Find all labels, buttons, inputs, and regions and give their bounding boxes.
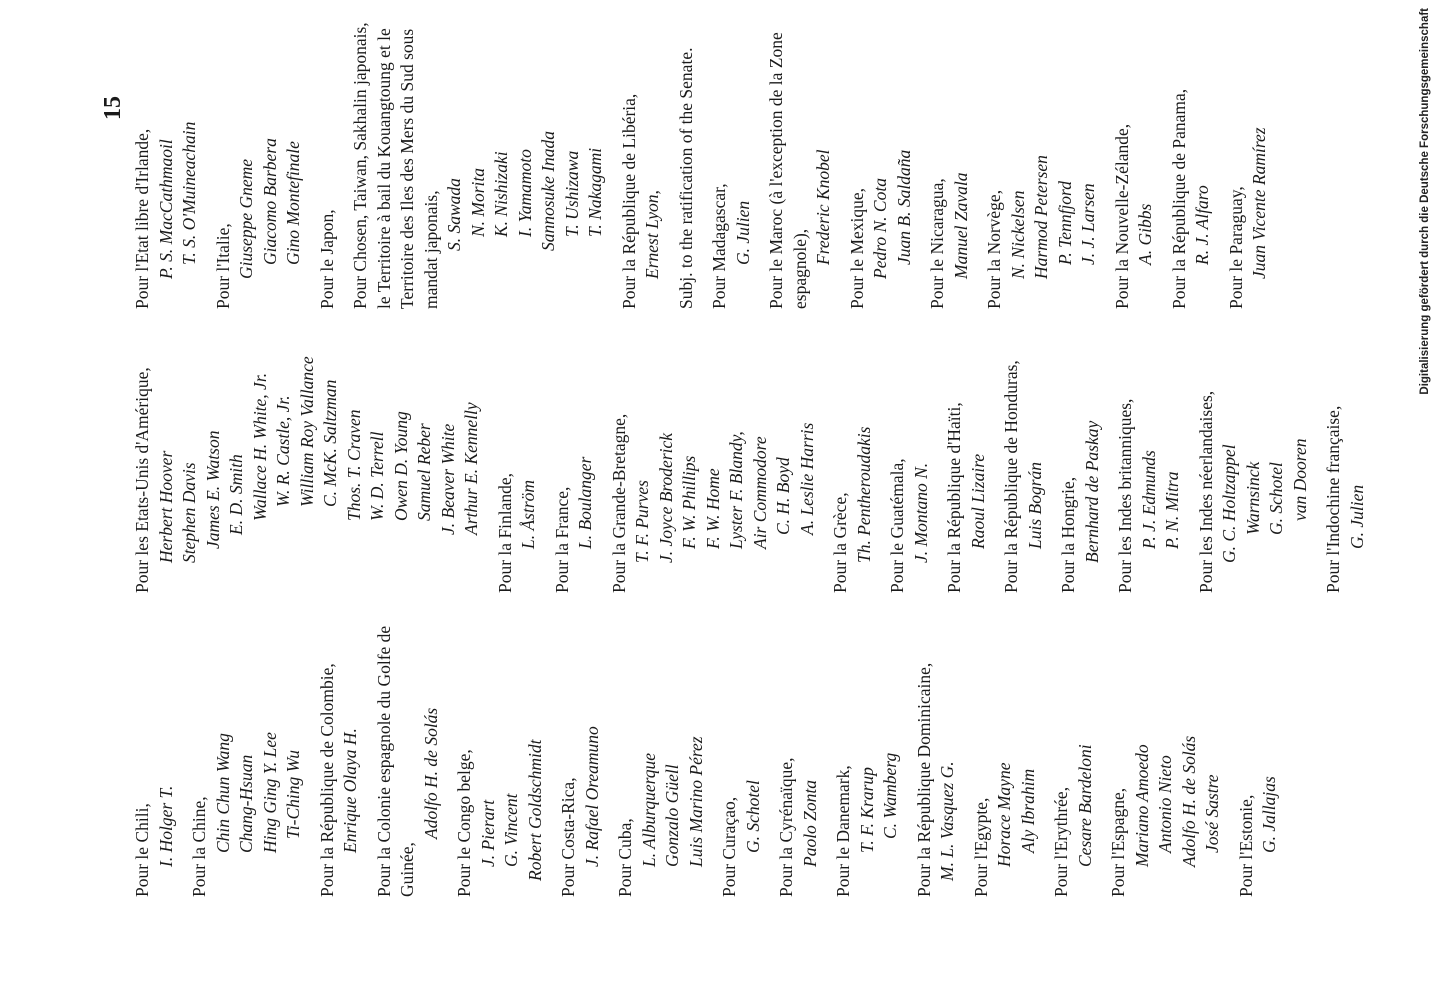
country-label: Pour Costa-Rica,	[558, 777, 578, 897]
signatory-entry	[1168, 9, 1215, 309]
signatory-name: K. Nishizaki	[491, 151, 511, 237]
signatory-entry	[316, 9, 340, 309]
signatory-name: Robert Goldschmidt	[524, 739, 545, 881]
signatory-name: Bernhard de Paskay	[1081, 420, 1102, 563]
signatory-entry	[188, 597, 306, 897]
signatory-entry	[775, 597, 822, 897]
signatory-entry	[983, 9, 1101, 309]
signatory-entry	[1235, 597, 1282, 897]
signatory-name: C. McK. Saltzman	[320, 379, 340, 507]
signatory-name: Thos. T. Craven	[343, 409, 364, 521]
signatory-name: Enrique Olaya H.	[340, 728, 360, 853]
signatory-name: G. Julien	[732, 200, 753, 265]
signatory-entry	[1107, 597, 1225, 897]
signatory-entry	[718, 597, 765, 897]
signatory-name: Samuel Reber	[414, 423, 434, 521]
signatory-name: N. Morita	[467, 167, 488, 237]
country-label: Pour la République de Honduras,	[1001, 360, 1021, 593]
signatory-entry	[551, 293, 598, 593]
signatory-name: S. Sawada	[444, 178, 464, 251]
country-label: Pour les Indes britanniques,	[1115, 398, 1135, 593]
signatory-name: Cesare Bardeloni	[1074, 744, 1095, 867]
page-number: 15	[100, 96, 126, 120]
signatory-name: Luis Marino Pérez	[685, 736, 706, 867]
signatory-name: Ti-Ching Wu	[283, 750, 303, 839]
country-label: Pour Madagascar,	[709, 183, 729, 309]
signature-column-2	[131, 293, 1379, 593]
signatory-name: Gonzalo Güell	[662, 764, 682, 867]
signatory-name: L. Boulanger	[575, 456, 595, 549]
country-label: Pour le Mexique,	[846, 187, 867, 309]
country-label: Pour la Cyrénaïque,	[776, 757, 796, 897]
signatory-name: Hing Ging Y. Lee	[259, 732, 280, 853]
signatory-name: Aly Ibrahim	[1017, 768, 1038, 853]
signatory-entry	[765, 9, 836, 309]
signatory-name: J. Rafael Oreamuno	[581, 726, 602, 867]
signatory-name: J. Pierart	[477, 799, 498, 867]
signatory-name: P. S. MacCathmaoil	[155, 139, 176, 279]
country-label: Subj. to the ratification of the Senate.	[675, 47, 696, 309]
signature-column-1	[131, 597, 1292, 897]
signatory-entry	[829, 293, 876, 593]
signatory-entry	[832, 597, 903, 897]
signatory-name: Giuseppe Gneme	[236, 158, 256, 279]
signatory-name: Lyster F. Blandy,	[726, 431, 746, 549]
country-label: Pour le Japon,	[316, 209, 337, 309]
signatory-name: Luis Bográn	[1024, 461, 1045, 549]
signatory-name: M. L. Vasquez G.	[937, 761, 957, 881]
country-label: Pour la République Dominicaine,	[913, 662, 934, 897]
country-label: Pour la République d'Haïti,	[944, 402, 964, 593]
signatory-entry	[212, 9, 306, 309]
signatory-name: Owen D. Young	[390, 411, 411, 521]
signatory-name: Paolo Zonta	[799, 779, 820, 867]
signatory-name: G. Schotel	[742, 780, 763, 853]
signatory-entry	[618, 9, 665, 309]
country-label: Pour Cuba,	[615, 818, 635, 897]
signatory-entry	[886, 293, 933, 593]
signatory-name: C. Wamberg	[880, 752, 900, 839]
signatory-name: Herbert Hoover	[155, 450, 176, 563]
country-label: Pour la Colonie espagnole du Golfe de Guinée,	[373, 625, 417, 897]
signatory-name: Adolfo H. de Solás	[420, 707, 441, 839]
signatory-name: I. Holger T.	[155, 785, 176, 867]
signatory-entry	[846, 9, 917, 309]
signatory-name: E. D. Smith	[226, 454, 246, 535]
country-label: Pour le Guatémala,	[887, 458, 907, 593]
signatory-name: T. F. Purves	[632, 480, 652, 563]
digitization-credit: Digitalisierung gefördert durch die Deutsche Forschungsgemeinschaft	[1419, 8, 1431, 395]
signatory-name: P. J. Edmunds	[1138, 450, 1159, 549]
country-label: Pour la Hongrie,	[1058, 476, 1078, 593]
signatory-name: T. Ushizawa	[561, 150, 582, 237]
signatory-entry	[1322, 293, 1369, 593]
signatory-entry	[708, 9, 755, 309]
signatory-name: Chang-Hsuan	[236, 754, 256, 853]
signatory-entry	[1114, 293, 1185, 593]
signatory-name: J. Beaver White	[437, 423, 458, 535]
signatory-name: C. H. Boyd	[773, 457, 793, 535]
signatory-name: F. W. Home	[702, 468, 723, 549]
country-label: Pour l'Espagne,	[1108, 787, 1128, 897]
country-label: Pour Curaçao,	[719, 796, 739, 897]
signatory-entry	[131, 9, 202, 309]
signatory-name: J. J. Larsen	[1078, 183, 1098, 265]
country-label: Pour l'Egypte,	[970, 797, 991, 897]
country-label: Pour le Congo belge,	[454, 749, 474, 897]
country-label: Pour la Finlande,	[494, 472, 515, 593]
country-label: Pour le Nicaragua,	[927, 178, 947, 309]
country-label: Pour le Chili,	[132, 803, 152, 897]
signatory-name: R. J. Alfaro	[1192, 185, 1212, 265]
signatory-entry	[943, 293, 990, 593]
country-label: Pour la France,	[551, 486, 572, 593]
signatory-name: José Sastre	[1202, 774, 1222, 853]
signatory-name: N. Nickelsen	[1007, 190, 1028, 279]
country-label: Pour la Chine,	[189, 796, 209, 897]
signatory-name: Harmod Petersen	[1031, 155, 1051, 279]
signatory-entry	[926, 9, 973, 309]
signatory-name: G. Julien	[1346, 484, 1367, 549]
country-label: Pour la République de Libéria,	[618, 93, 639, 309]
signatory-name: W. D. Terrell	[367, 431, 387, 521]
signatory-name: Warnsinck	[1242, 461, 1263, 535]
signatory-entry	[557, 597, 604, 897]
signatory-entry	[1050, 597, 1097, 897]
signatory-entry	[1225, 9, 1272, 309]
country-label: Pour la Grande-Bretagne,	[608, 413, 629, 593]
signatory-name: Horace Mayne	[994, 762, 1014, 867]
signatory-name: Mariano Amoedo	[1131, 744, 1152, 867]
signatory-entry	[131, 293, 484, 593]
country-label: Pour le Danemark,	[833, 765, 853, 897]
signatory-entry	[373, 597, 444, 897]
signatory-entry	[316, 597, 363, 897]
signatory-name: Arthur E. Kennelly	[461, 402, 481, 535]
signatory-name: J. Montano N.	[910, 462, 931, 563]
signatory-entry	[349, 9, 608, 309]
signatory-entry	[1195, 293, 1313, 593]
signatory-name: William Roy Vallance	[296, 356, 317, 507]
country-label: Pour le Maroc (à l'exception de la Zone espagnole),	[766, 32, 810, 309]
signatory-name: P. N. Mitra	[1162, 471, 1182, 549]
signatory-name: Juan Vicente Ramírez	[1249, 127, 1269, 279]
signatory-entry	[970, 597, 1041, 897]
signatory-name: A. Gibbs	[1135, 203, 1155, 265]
signatory-name: P. Tennfjord	[1054, 181, 1075, 265]
signatory-name: A. Leslie Harris	[796, 422, 817, 535]
country-label: Pour l'Erythrée,	[1051, 786, 1071, 897]
signatory-name: Wallace H. White, Jr.	[249, 372, 270, 521]
country-label: Pour la République de Colombie,	[316, 663, 337, 897]
signatory-name: G. Vincent	[501, 793, 521, 867]
signatory-name: James E. Watson	[202, 430, 223, 549]
signatory-entry	[453, 597, 547, 897]
country-label: Pour le Paraguay,	[1225, 186, 1246, 309]
signatory-name: T. F. Krarup	[856, 767, 877, 853]
country-label: Pour Chosen, Taiwan, Sakhalin japonais, le Territoire à bail du Kouangtoung et le Territoire des Iles des Mers du Sud sous mandat japonais,	[350, 22, 441, 309]
signatory-name: F. W. Phillips	[679, 455, 699, 549]
signatory-name: W. R. Castle, Jr.	[273, 395, 293, 507]
signatory-name: Air Commodore	[749, 436, 770, 549]
country-label: Pour les Indes néerlandaises,	[1195, 390, 1216, 593]
country-label: Pour les Etats-Unis d'Amérique,	[132, 367, 152, 593]
signatory-name: Chin Chun Wang	[212, 733, 233, 853]
signatory-name: Manuel Zavala	[950, 172, 971, 279]
signatory-name: Stephen Davis	[179, 462, 199, 563]
signatory-name: Sannosuke Inada	[538, 130, 558, 251]
signatory-name: Pedro N. Cota	[870, 178, 890, 279]
signatory-name: Gino Montefinale	[283, 141, 303, 265]
signatory-name: G. Jallajas	[1259, 776, 1279, 853]
signatory-entry	[494, 293, 541, 593]
country-label: Pour l'Indochine française,	[1323, 405, 1343, 593]
signatory-name: Giacomo Barbera	[259, 138, 280, 265]
country-label: Pour la République de Panama,	[1168, 88, 1189, 309]
signatory-name: Ernest Lyon,	[642, 190, 662, 279]
signatory-name: J. Joyce Broderick	[655, 432, 676, 563]
signatory-entry	[608, 293, 820, 593]
signatory-name: I. Yamamoto	[514, 149, 535, 237]
country-label: Pour la Norvège,	[984, 189, 1004, 309]
signature-column-3	[131, 9, 1282, 309]
signatory-name: G. C. Holtzappel	[1219, 444, 1239, 563]
signatory-entry	[675, 9, 699, 309]
signatory-entry	[614, 597, 708, 897]
signatory-name: T. S. O'Muineachain	[179, 121, 199, 265]
signatory-entry	[1111, 9, 1158, 309]
country-label: Pour la Grèce,	[830, 492, 850, 593]
signatory-name: T. Nakagami	[585, 147, 605, 237]
signatory-name: Antonio Nieto	[1155, 755, 1175, 853]
signatory-name: Raoul Lizaire	[967, 453, 988, 549]
signatory-entry	[1000, 293, 1047, 593]
signatory-entry	[131, 597, 178, 897]
country-label: Pour l'Italie,	[212, 223, 233, 309]
signatory-name: Frederic Knobel	[813, 149, 833, 265]
country-label: Pour l'Etat libre d'Irlande,	[132, 128, 152, 309]
signatory-name: L. Alburquerque	[638, 752, 659, 867]
signatory-name: Th. Pentheroudakis	[853, 426, 874, 563]
signatory-name: Juan B. Saldaña	[893, 149, 914, 265]
country-label: Pour la Nouvelle-Zélande,	[1111, 123, 1132, 309]
signatory-name: van Dooren	[1289, 438, 1310, 521]
signatory-name: G. Schotel	[1266, 462, 1286, 535]
signatory-entry	[913, 597, 960, 897]
signatory-name: Adolfo H. de Solás	[1178, 735, 1199, 867]
signatory-entry	[1057, 293, 1104, 593]
country-label: Pour l'Estonie,	[1235, 794, 1256, 897]
signatory-name: L. Åström	[518, 479, 538, 549]
